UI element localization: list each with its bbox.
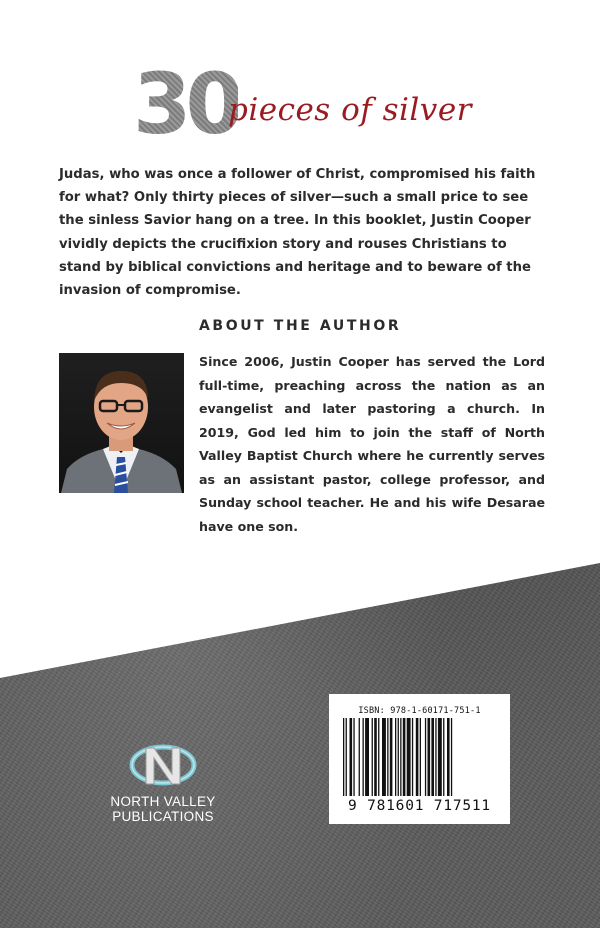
- title-number: 30: [133, 55, 238, 153]
- barcode-bars: [342, 718, 497, 798]
- barcode-bar: [398, 718, 399, 796]
- barcode-bar: [428, 718, 431, 796]
- barcode-bar: [353, 718, 354, 796]
- isbn-label: ISBN: 978-1-60171-751-1: [358, 706, 481, 716]
- barcode-bar: [374, 718, 377, 796]
- barcode-bar: [420, 718, 421, 796]
- barcode-bar: [387, 718, 388, 796]
- barcode-bar: [343, 718, 344, 796]
- barcode-bar: [438, 718, 442, 796]
- barcode-bar: [395, 718, 396, 796]
- barcode-bar: [451, 718, 452, 796]
- barcode-bar: [412, 718, 413, 796]
- barcode-bar: [363, 718, 364, 796]
- publisher-name-line-1: NORTH VALLEY: [110, 794, 216, 809]
- barcode-bar: [390, 718, 393, 796]
- barcode-bar: [425, 718, 426, 796]
- barcode-bar: [359, 718, 360, 796]
- about-author-heading: ABOUT THE AUTHOR: [199, 318, 402, 334]
- barcode-bar: [407, 718, 411, 796]
- author-bio: Since 2006, Justin Cooper has served the Lord full-time, preaching across the nation as an evangelist and later pastoring a church. In 2019, God led him to join the staff of North Valley Baptist Church where he currently serves as an assistant pastor, college professor, and Sunday school teacher. He and his wife Desarae have one son.: [199, 354, 545, 534]
- barcode-bar: [365, 718, 369, 796]
- barcode-bar: [372, 718, 373, 796]
- barcode-bar: [403, 718, 406, 796]
- north-valley-logo-icon: [128, 740, 198, 790]
- publisher-name-line-2: PUBLICATIONS: [112, 809, 214, 824]
- barcode-bar: [350, 718, 353, 796]
- barcode-bar: [443, 718, 444, 796]
- barcode-bar: [346, 718, 347, 796]
- barcode-bar: [416, 718, 419, 796]
- barcode-bar: [382, 718, 386, 796]
- title: [0, 55, 600, 160]
- author-photo: [59, 353, 184, 493]
- barcode-bar: [435, 718, 436, 796]
- title-script: pieces of silver: [228, 92, 472, 128]
- isbn-barcode: [329, 694, 510, 824]
- book-blurb: Judas, who was once a follower of Christ, compromised his faith for what? Only thirty pieces of silver—such a small price to see the sinless Savior hang on a tree. In this booklet, Justin Cooper vividly depicts the crucifixion story and rouses Christians to stand by biblical convictions and heritage and to beware of the invasion of compromise.: [59, 167, 536, 299]
- barcode-bar: [400, 718, 401, 796]
- barcode-bar: [378, 718, 379, 796]
- publisher-logo: [88, 740, 238, 830]
- barcode-digits: 9 781601 717511: [348, 798, 491, 814]
- barcode-bar: [431, 718, 434, 796]
- barcode-bar: [447, 718, 450, 796]
